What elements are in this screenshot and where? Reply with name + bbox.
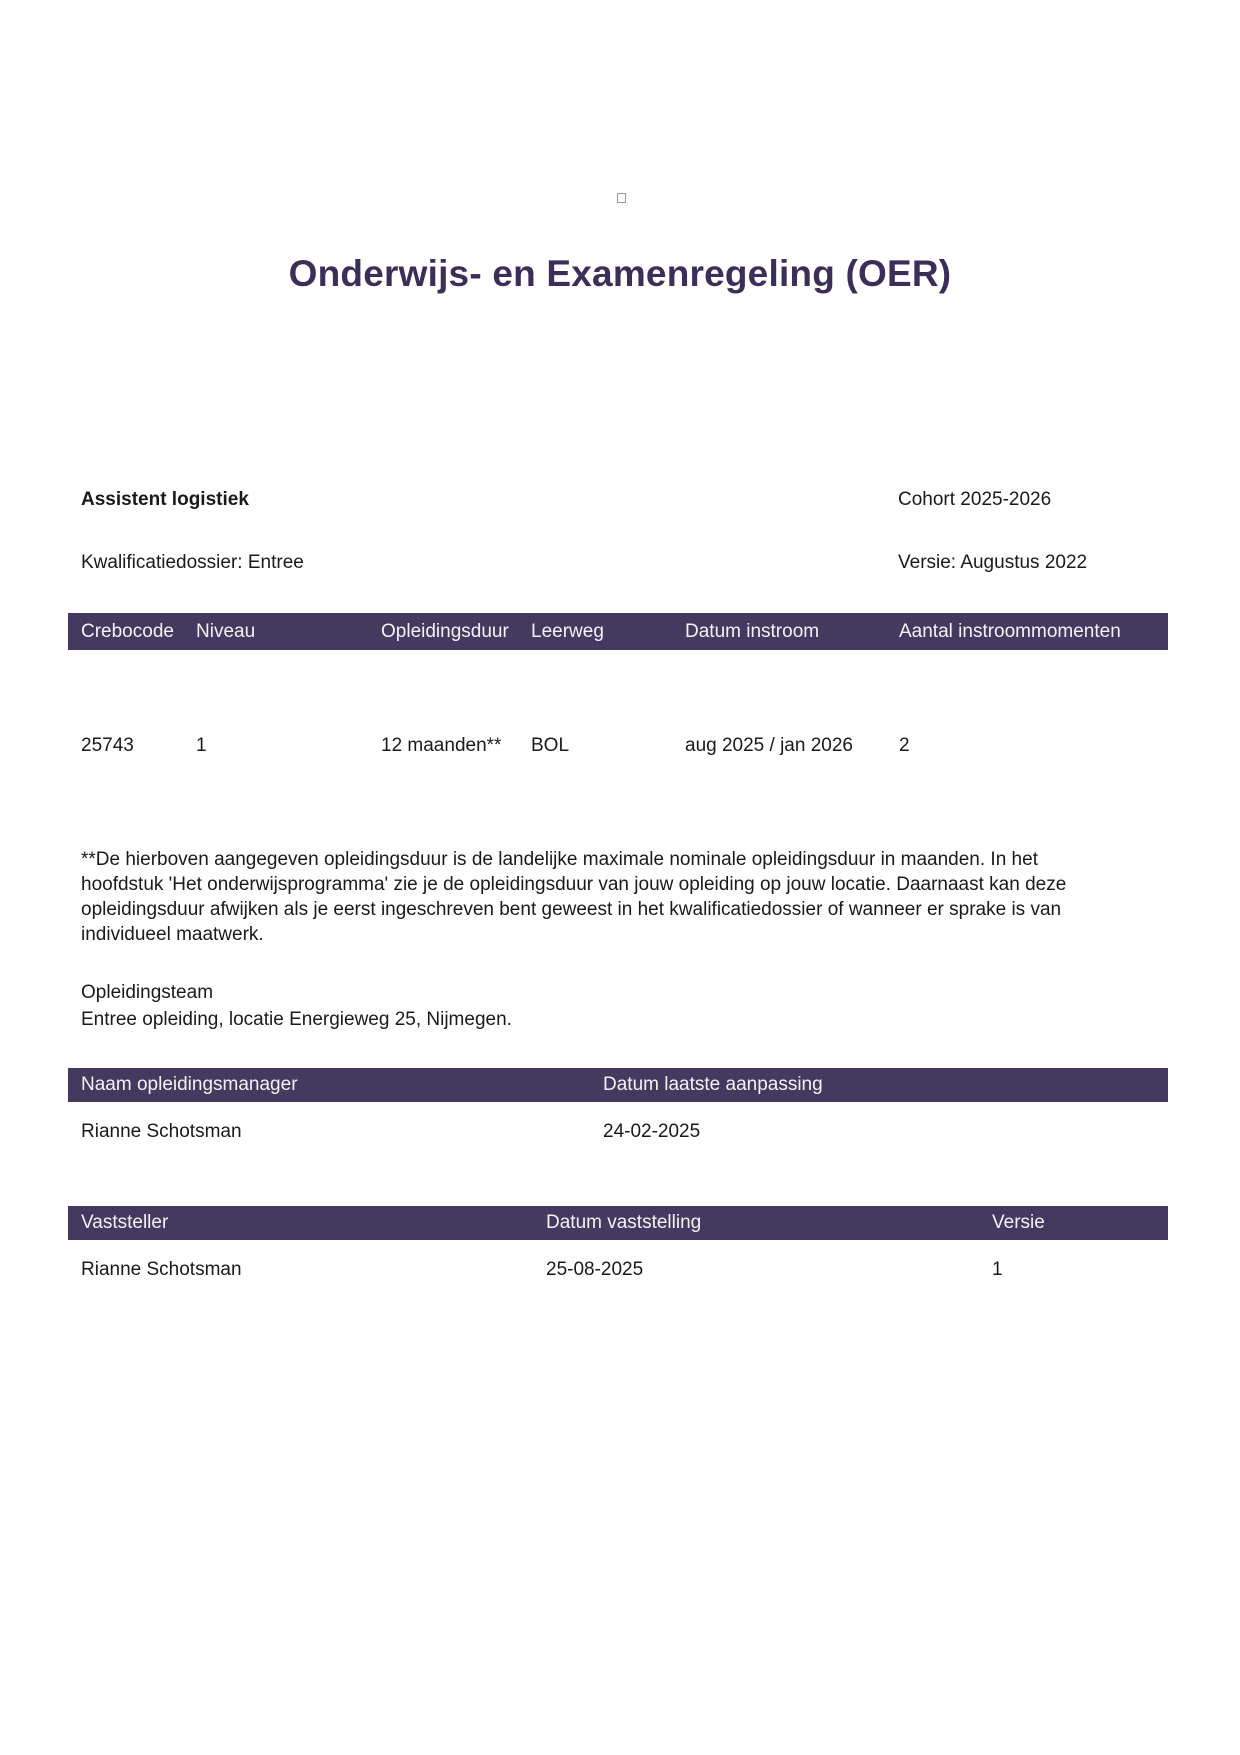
cell-leerweg: BOL xyxy=(531,735,570,756)
version-label: Versie: Augustus 2022 xyxy=(898,552,1088,573)
opleidingsteam-block xyxy=(81,979,512,1033)
table-row xyxy=(68,1102,1168,1143)
cell-vaststeller: Rianne Schotsman xyxy=(81,1259,242,1280)
manager-table-header-row xyxy=(68,1068,1168,1102)
column-header-leerweg: Leerweg xyxy=(518,613,672,650)
cell-datum-laatste-aanpassing: 24-02-2025 xyxy=(603,1121,701,1142)
cell-aantal-instroommomenten: 2 xyxy=(899,735,910,756)
broken-image-icon xyxy=(617,193,626,203)
cell-datum-instroom: aug 2025 / jan 2026 xyxy=(685,735,853,756)
cell-crebocode: 25743 xyxy=(81,735,134,756)
column-header-niveau: Niveau xyxy=(183,613,368,650)
column-header-datum-laatste-aanpassing: Datum laatste aanpassing xyxy=(590,1068,1168,1102)
cell-niveau: 1 xyxy=(196,735,207,756)
opleidingsteam-heading: Opleidingsteam xyxy=(81,982,214,1003)
table-row xyxy=(68,650,1168,757)
column-header-datum-instroom: Datum instroom xyxy=(672,613,886,650)
column-header-opleidingsduur: Opleidingsduur xyxy=(368,613,518,650)
table-row xyxy=(68,1240,1168,1281)
column-header-vaststeller: Vaststeller xyxy=(68,1206,533,1240)
cell-datum-vaststelling: 25-08-2025 xyxy=(546,1259,644,1280)
column-header-crebocode: Crebocode xyxy=(68,613,183,650)
approval-table xyxy=(68,1206,1168,1281)
column-header-aantal-instroommomenten: Aantal instroommomenten xyxy=(886,613,1168,650)
column-header-naam-opleidingsmanager: Naam opleidingsmanager xyxy=(68,1068,590,1102)
column-header-datum-vaststelling: Datum vaststelling xyxy=(533,1206,979,1240)
cohort-label: Cohort 2025-2026 xyxy=(898,489,1052,510)
duration-footnote: **De hierboven aangegeven opleidingsduur is de landelijke maximale nominale opleidingsduur in maanden. In het hoofdstuk 'Het onderwijsprogramma' zie je de opleidingsduur van jouw opleiding op jouw locatie. Daarnaast kan deze opleidingsduur afwijken als je eerst ingeschreven bent geweest in het kwalificatiedossier of wanneer er sprake is van individueel maatwerk. xyxy=(81,849,1067,945)
cell-versie: 1 xyxy=(992,1259,1003,1280)
intake-table-header-row xyxy=(68,613,1168,650)
page-title: Onderwijs- en Examenregeling (OER) xyxy=(288,253,952,294)
opleidingsteam-location: Entree opleiding, locatie Energieweg 25, Nijmegen. xyxy=(81,1009,512,1030)
intake-table xyxy=(68,613,1168,757)
cell-naam-opleidingsmanager: Rianne Schotsman xyxy=(81,1121,242,1142)
qualification-dossier-label: Kwalificatiedossier: Entree xyxy=(81,552,304,573)
column-header-versie: Versie xyxy=(979,1206,1168,1240)
program-name: Assistent logistiek xyxy=(81,489,249,510)
approval-table-header-row xyxy=(68,1206,1168,1240)
manager-table xyxy=(68,1068,1168,1143)
cell-opleidingsduur: 12 maanden** xyxy=(381,735,502,756)
